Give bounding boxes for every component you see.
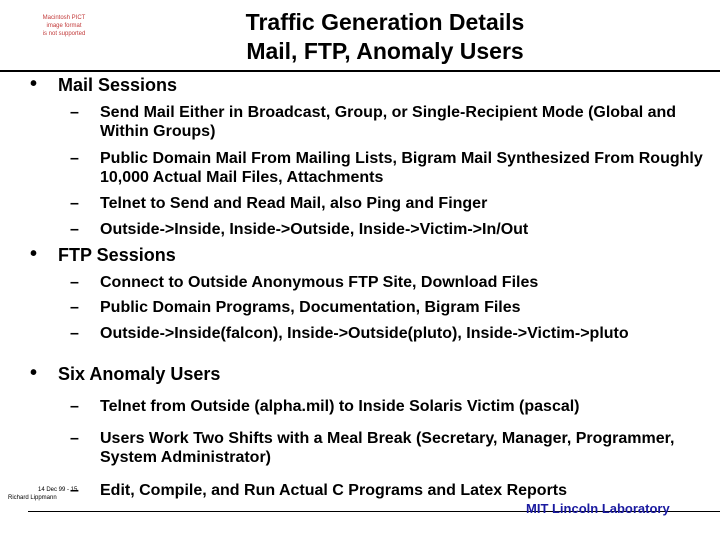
dash-marker: – <box>70 482 79 499</box>
dash-marker: – <box>70 299 79 316</box>
title-line-2: Mail, FTP, Anomaly Users <box>246 38 524 64</box>
item-text: Connect to Outside Anonymous FTP Site, Download Files <box>100 274 539 291</box>
dash-marker: – <box>70 274 79 291</box>
item-text: Public Domain Programs, Documentation, Bigram Files <box>100 299 521 316</box>
list-item <box>70 220 710 239</box>
bullet-dot: • <box>30 73 38 95</box>
footer-info <box>8 486 77 502</box>
item-text: Edit, Compile, and Run Actual C Programs and Latex Reports <box>100 482 568 499</box>
bullet-dot: • <box>30 243 38 265</box>
list-item <box>70 481 710 500</box>
title-line-1: Traffic Generation Details <box>245 9 525 35</box>
pict-line-3: is not supported <box>42 31 86 37</box>
item-text: Public Domain Mail From Mailing Lists, Bigram Mail Synthesized From Roughly 10,000 Actual Mail Files, Attachments <box>100 150 703 186</box>
dash-marker: – <box>70 221 79 238</box>
dash-marker: – <box>70 150 79 167</box>
pict-placeholder-image <box>34 14 94 38</box>
lab-name: MIT Lincoln Laboratory <box>526 501 670 516</box>
list-item <box>70 324 710 343</box>
item-text: Outside->Inside, Inside->Outside, Inside->Victim->In/Out <box>100 221 529 238</box>
section-heading: Mail Sessions <box>58 75 178 95</box>
dash-marker: – <box>70 195 79 212</box>
bullet-dot: • <box>30 362 38 384</box>
dash-marker: – <box>70 325 79 342</box>
item-text: Send Mail Either in Broadcast, Group, or Single-Recipient Mode (Global and Within Groups) <box>100 104 677 140</box>
list-item <box>70 273 710 292</box>
pict-line-2: image format <box>46 23 82 29</box>
item-text: Telnet from Outside (alpha.mil) to Inside Solaris Victim (pascal) <box>100 398 580 415</box>
title-divider <box>0 70 720 72</box>
list-item <box>70 149 710 187</box>
item-text: Telnet to Send and Read Mail, also Ping and Finger <box>100 195 488 212</box>
footer-author: Richard Lippmann <box>8 495 57 501</box>
section-heading: Six Anomaly Users <box>58 364 221 384</box>
dash-marker: – <box>70 430 79 447</box>
item-text: Users Work Two Shifts with a Meal Break (Secretary, Manager, Programmer, System Administrator) <box>100 430 675 466</box>
list-item <box>70 103 710 141</box>
dash-marker: – <box>70 104 79 121</box>
list-item <box>70 429 710 467</box>
list-item <box>70 397 710 416</box>
footer-date: 14 Dec 99 - 15 <box>38 487 78 493</box>
slide-title <box>150 8 620 66</box>
list-item <box>70 194 710 213</box>
pict-line-1: Macintosh PICT <box>42 15 86 21</box>
dash-marker: – <box>70 398 79 415</box>
list-item <box>70 298 710 317</box>
section-heading: FTP Sessions <box>58 245 176 265</box>
item-text: Outside->Inside(falcon), Inside->Outside(pluto), Inside->Victim->pluto <box>100 325 629 342</box>
